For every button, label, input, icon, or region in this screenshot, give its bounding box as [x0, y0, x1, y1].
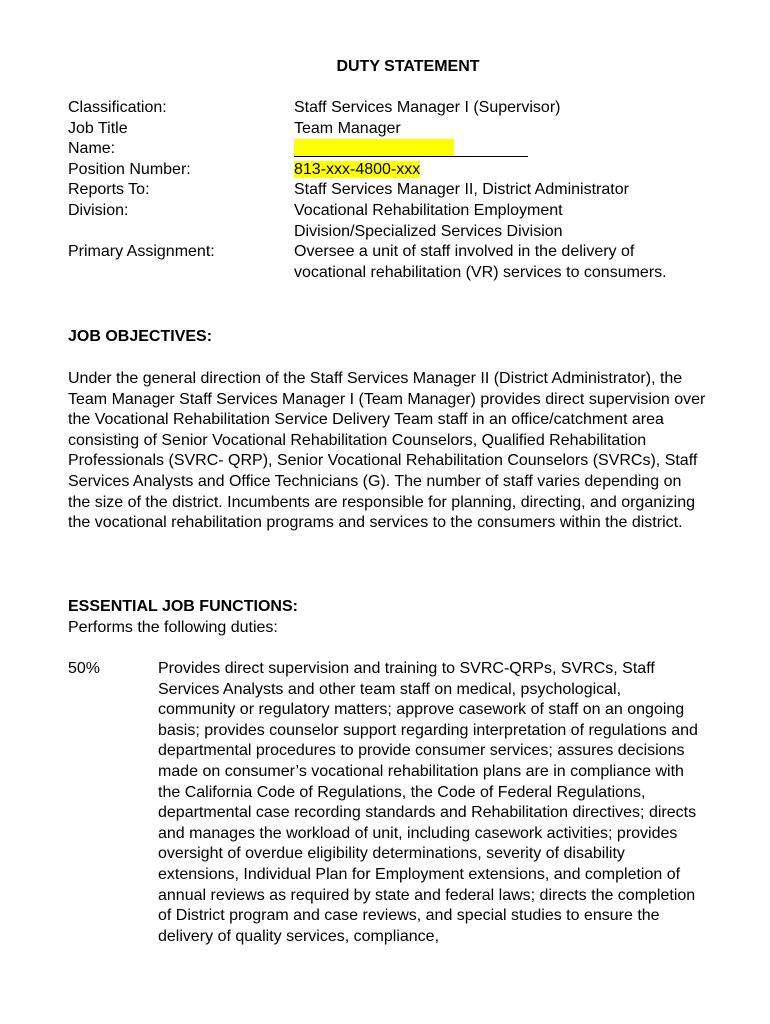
duty-item — [68, 659, 708, 947]
header-fields — [68, 98, 708, 283]
field-label: Position Number: — [68, 160, 191, 178]
essential-functions-heading: ESSENTIAL JOB FUNCTIONS: — [68, 598, 298, 615]
field-classification — [68, 98, 708, 119]
essential-functions-intro: Performs the following duties: — [68, 618, 278, 636]
field-value: Team Manager — [294, 119, 401, 137]
field-label: Name: — [68, 140, 116, 158]
field-value: Oversee a unit of staff involved in the delivery of vocational rehabilitation (VR) services to consumers. — [294, 243, 667, 281]
field-division — [68, 201, 708, 242]
field-label: Division: — [68, 201, 129, 219]
field-label: Job Title — [68, 119, 128, 137]
field-name — [68, 139, 708, 160]
field-value: Staff Services Manager I (Supervisor) — [294, 99, 561, 116]
field-label: Reports To: — [68, 181, 150, 199]
duty-text: Provides direct supervision and training to SVRC-QRPs, SVRCs, Staff Services Analysts and other team staff on medical, psychological, community or regulatory matters; approve casework of staff on an ongoing basis; provides counselor support regarding interpretation of regulations and departmental procedures to provide consumer services; assures decisions made on consumer’s vocational rehabilitation plans are in compliance with the California Code of Regulations, the Code of Federal Regulations, departmental case recording standards and Rehabilitation directives; directs and manages the workload of unit, including casework activities; provides oversight of overdue eligibility determinations, severity of disability extensions, Individual Plan for Employment extensions, and completion of annual reviews as required by state and federal laws; directs the completion of District program and case reviews, and special studies to ensure the delivery of quality services, compliance, — [158, 660, 698, 945]
field-value: Vocational Rehabilitation Employment Division/Specialized Services Division — [294, 201, 563, 240]
field-primary-assignment — [68, 242, 708, 283]
field-value: Staff Services Manager II, District Administrator — [294, 181, 629, 199]
field-reports-to — [68, 180, 708, 201]
field-position-number — [68, 160, 708, 181]
name-blank — [294, 139, 704, 160]
document-title: DUTY STATEMENT — [336, 58, 480, 75]
position-number-value: 813-xxx-4800-xxx — [294, 160, 421, 178]
duty-percent: 50% — [68, 660, 101, 677]
name-blank-underline — [454, 139, 528, 157]
field-job-title — [68, 119, 708, 140]
field-label: Primary Assignment: — [68, 243, 215, 261]
field-label: Classification: — [68, 99, 167, 116]
essential-functions-section — [68, 597, 708, 638]
name-blank-highlight — [294, 139, 454, 157]
job-objectives-text: Under the general direction of the Staff Services Manager II (District Administrator), the Team Manager Staff Services Manager I (Team Manager) provides direct supervision over the Vocational Rehabilitation Service Delivery Team staff in an office/catchment area consisting of Senior Vocational Rehabilitation Counselors, Qualified Rehabilitation Professionals (SVRC- QRP), Senior Vocational Rehabilitation Counselors (SVRCs), Staff Services Analysts and Office Technicians (G). The number of staff varies depending on the size of the district. Incumbents are responsible for planning, directing, and organizing the vocational rehabilitation programs and services to the consumers within the district. — [68, 370, 706, 532]
job-objectives-heading: JOB OBJECTIVES: — [68, 328, 213, 345]
